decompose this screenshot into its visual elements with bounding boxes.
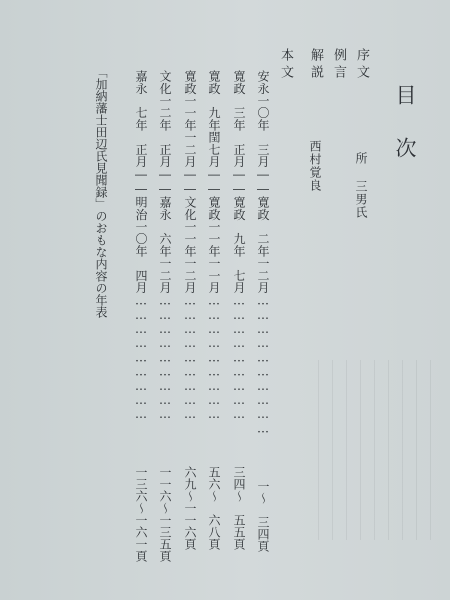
toc-pages-3: 五六～ 六八頁 [207,466,221,550]
toc-entry-6: 嘉永 七年 正月――明治一〇年 四月……………………… [134,70,148,422]
toc-entry-3: 寛政 九年閏七月――寛政一一年一一月……………………… [207,70,221,422]
toc-pages-6: 一三六～一六一頁 [134,466,148,562]
page-title: 目次 [393,84,417,190]
heading-notes: 例言 [331,48,346,82]
heading-main-text: 本文 [278,48,293,82]
toc-pages-1: 一～ 三四頁 [256,480,270,552]
show-through-text [318,360,438,540]
heading-preface: 序文 [354,48,369,82]
toc-entry-2: 寛政 三年 正月――寛政 九年 七月……………………… [232,70,246,422]
toc-pages-5: 一一六～一三五頁 [158,466,172,562]
toc-entry-1: 安永一〇年 三月――寛政 二年一二月………………………… [256,70,270,436]
appendix-heading: 「加納藩士田辺氏見聞録」のおもな内容の年表 [94,66,108,318]
toc-pages-2: 三四～ 五五頁 [232,466,246,550]
author-commentary: 西村覚良 [308,140,322,192]
author-preface: 所 三男氏 [354,152,368,219]
heading-commentary: 解説 [308,48,323,82]
toc-entry-5: 文化一二年 正月――嘉永 六年一二月……………………… [158,70,172,422]
toc-entry-4: 寛政一一年一二月――文化一一年一二月……………………… [183,70,197,422]
toc-pages-4: 六九～一一六頁 [183,466,197,550]
